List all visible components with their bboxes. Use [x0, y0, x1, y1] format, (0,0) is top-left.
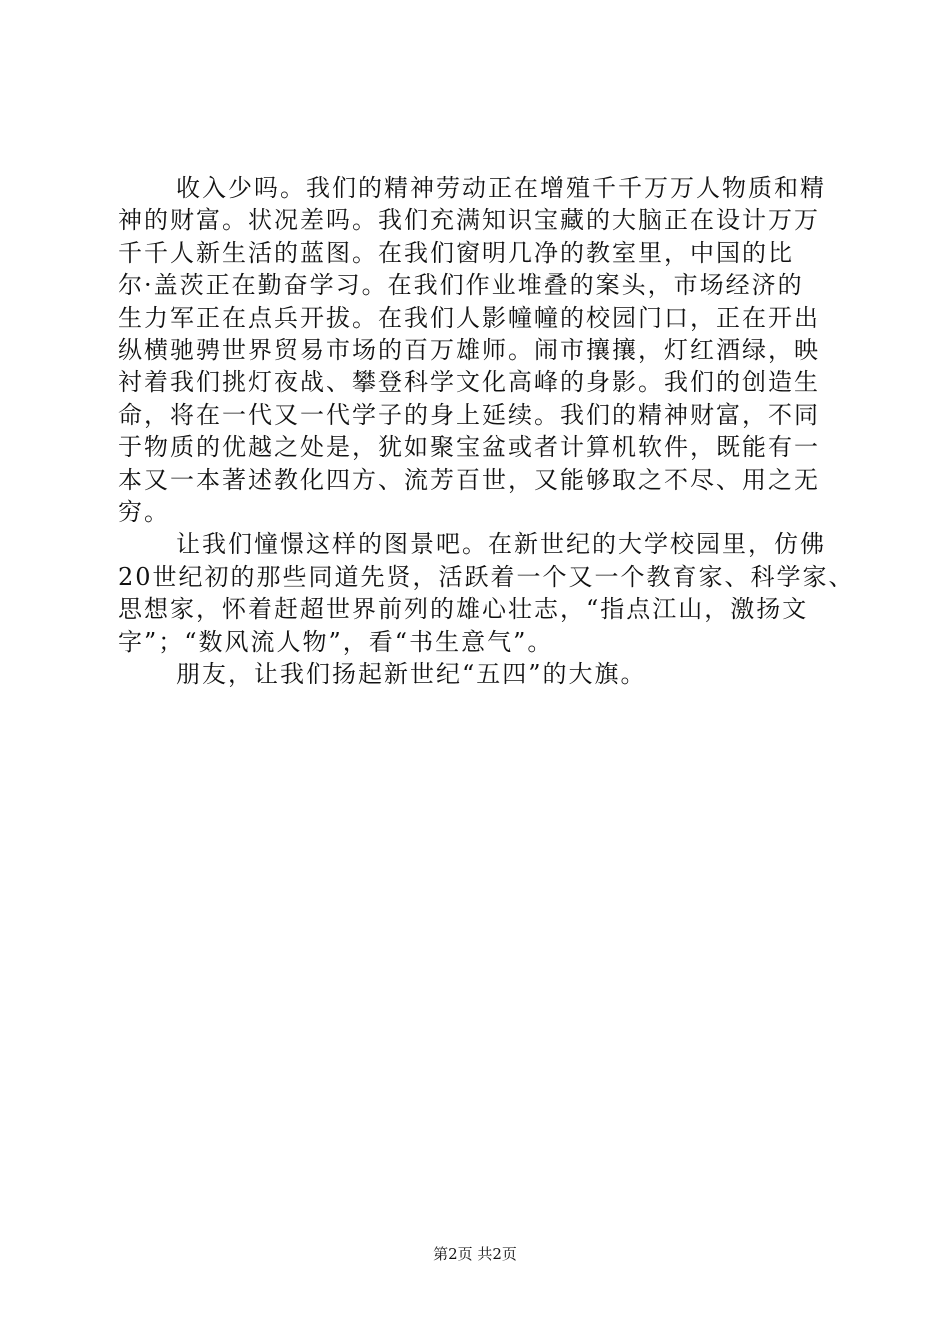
text-line: 生力军正在点兵开拔。在我们人影幢幢的校园门口，正在开出 — [118, 303, 820, 332]
text-line: 穷。 — [118, 498, 170, 527]
text-line: 神的财富。状况差吗。我们充满知识宝藏的大脑正在设计万万 — [118, 206, 820, 235]
text-line: 尔·盖茨正在勤奋学习。在我们作业堆叠的案头，市场经济的 — [118, 271, 804, 300]
text-line: 衬着我们挑灯夜战、攀登科学文化高峰的身影。我们的创造生 — [118, 368, 820, 397]
text-line: 纵横驰骋世界贸易市场的百万雄师。闹市攘攘，灯红酒绿，映 — [118, 336, 820, 365]
text-line: 收入少吗。我们的精神劳动正在增殖千千万万人物质和精 — [176, 174, 826, 202]
text-line: 于物质的优越之处是，犹如聚宝盆或者计算机软件，既能有一 — [118, 433, 820, 462]
text-line: 20世纪初的那些同道先贤，活跃着一个又一个教育家、科学家、 — [118, 562, 855, 591]
text-line: 命，将在一代又一代学子的身上延续。我们的精神财富，不同 — [118, 400, 820, 429]
text-line: 字”；“数风流人物”，看“书生意气”。 — [118, 627, 554, 656]
page-number-label: 第2页 共2页 — [433, 1245, 517, 1263]
document-body — [118, 172, 855, 691]
text-line: 朋友，让我们扬起新世纪“五四”的大旗。 — [176, 660, 647, 689]
text-line: 本又一本著述教化四方、流芳百世，又能够取之不尽、用之无 — [118, 465, 820, 494]
text-line: 思想家，怀着赶超世界前列的雄心壮志，“指点江山，激扬文 — [118, 595, 809, 624]
text-line: 千千人新生活的蓝图。在我们窗明几净的教室里，中国的比 — [118, 238, 794, 267]
text-line: 让我们憧憬这样的图景吧。在新世纪的大学校园里，仿佛 — [176, 530, 826, 559]
page-footer — [0, 1243, 950, 1264]
